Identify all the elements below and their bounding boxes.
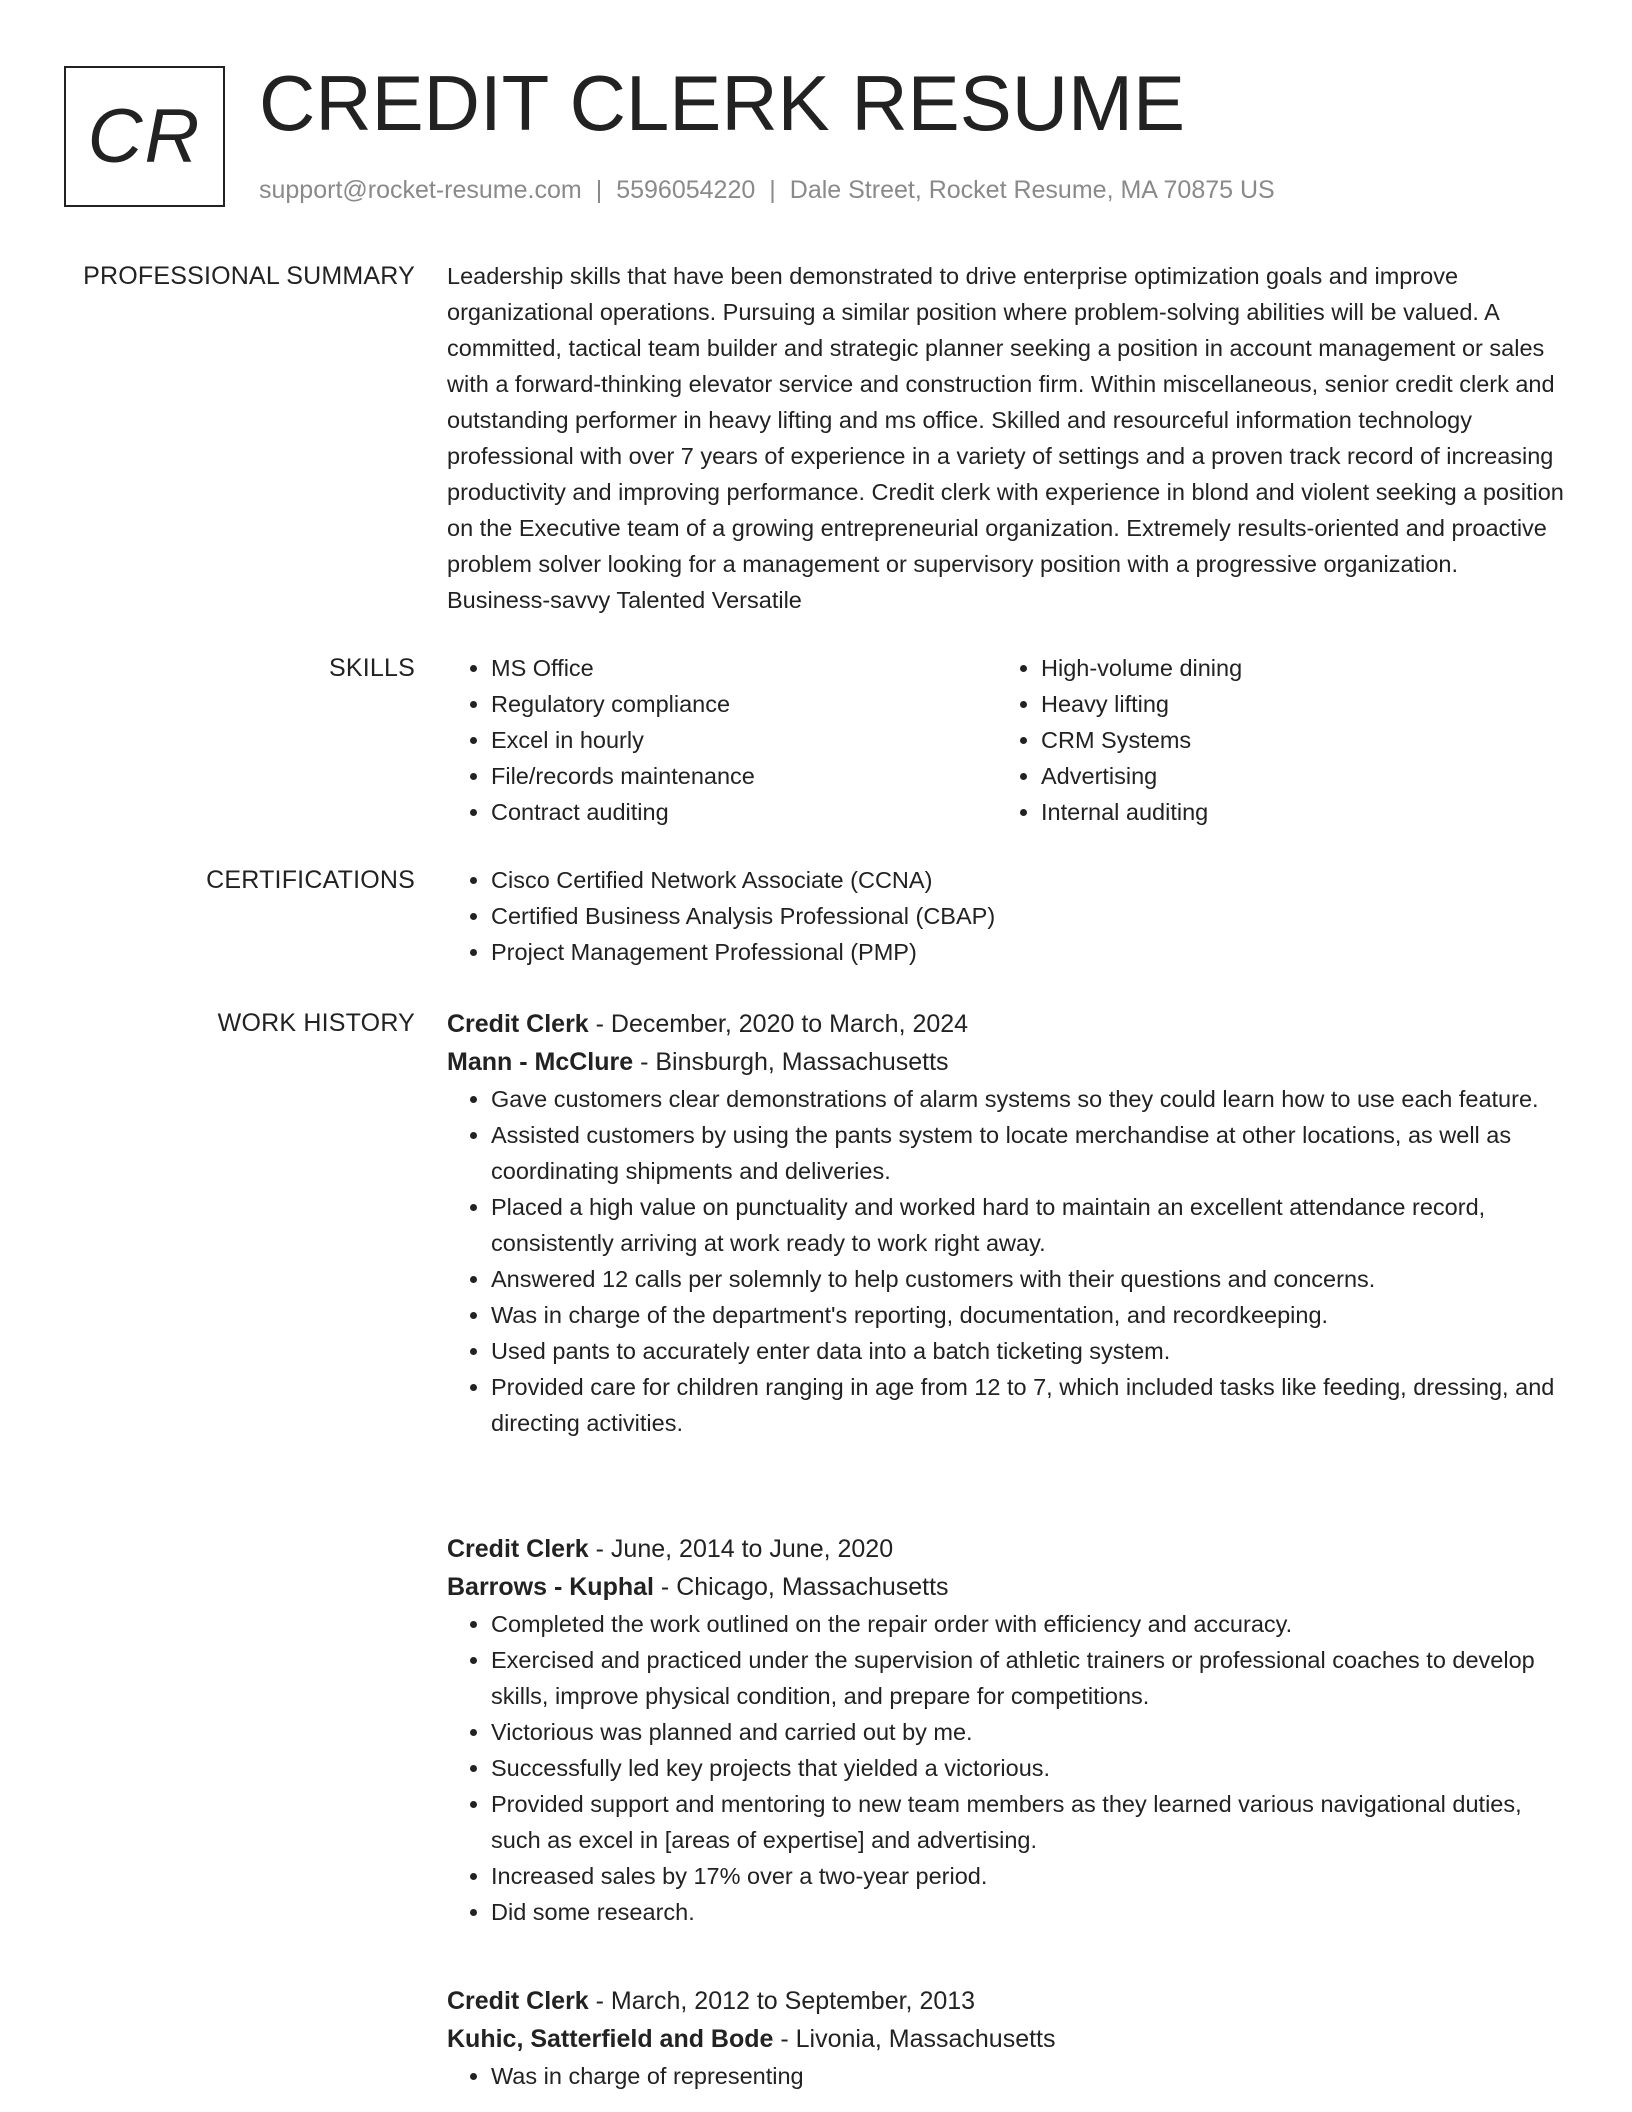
- summary-body: [447, 258, 1567, 618]
- job-bullet-list: [447, 1081, 1567, 1441]
- certification-item: • Cisco Certified Network Associate (CCNA): [491, 862, 1567, 898]
- certifications-body: [447, 862, 1567, 970]
- job-title-line: [447, 1530, 1567, 1568]
- contact-address: Dale Street, Rocket Resume, MA 70875 US: [789, 176, 1275, 204]
- skills-body: [447, 650, 1567, 830]
- summary-label: PROFESSIONAL SUMMARY: [83, 262, 415, 290]
- skill-item: • Internal auditing: [1041, 794, 1547, 830]
- skills-list-right: [997, 650, 1547, 830]
- certification-item: • Project Management Professional (PMP): [491, 934, 1567, 970]
- job-bullet: • Increased sales by 17% over a two-year period.: [491, 1858, 1567, 1894]
- work-history-body: [447, 1005, 1567, 2089]
- job-company-line: [447, 1568, 1567, 1606]
- job-role: Credit Clerk: [447, 1535, 589, 1563]
- skill-item: • File/records maintenance: [491, 758, 997, 794]
- certification-item: • Certified Business Analysis Professional (CBAP): [491, 898, 1567, 934]
- contact-email: support@rocket-resume.com: [259, 176, 582, 204]
- skill-item: • Heavy lifting: [1041, 686, 1547, 722]
- job-title-line: [447, 1005, 1567, 1043]
- contact-phone: 5596054220: [616, 176, 756, 204]
- job-company: Mann - McClure: [447, 1048, 634, 1076]
- job-bullet: • Assisted customers by using the pants system to locate merchandise at other locations, as well as coordinating shipments and deliveries.: [491, 1117, 1567, 1189]
- job-bullet-list: [447, 2058, 1567, 2094]
- job-dates: - June, 2014 to June, 2020: [588, 1535, 894, 1563]
- contact-line: [259, 174, 1275, 206]
- job-company: Barrows - Kuphal: [447, 1573, 654, 1601]
- job-location: - Binsburgh, Massachusetts: [633, 1048, 949, 1076]
- job-location: - Livonia, Massachusetts: [773, 2025, 1056, 2053]
- job-company: Kuhic, Satterfield and Bode: [447, 2025, 774, 2053]
- certifications-list: [447, 862, 1567, 970]
- job-role: Credit Clerk: [447, 1987, 589, 2015]
- job-company-line: [447, 2020, 1567, 2058]
- monogram: CR: [64, 66, 225, 207]
- skills-column-right: [997, 650, 1547, 830]
- job-bullet: • Completed the work outlined on the repair order with efficiency and accuracy.: [491, 1606, 1567, 1642]
- job-bullet: • Placed a high value on punctuality and worked hard to maintain an excellent attendance record, consistently arriving at work ready to work right away.: [491, 1189, 1567, 1261]
- work-history-label: WORK HISTORY: [217, 1009, 415, 1037]
- skill-item: • MS Office: [491, 650, 997, 686]
- job-dates: - December, 2020 to March, 2024: [588, 1010, 969, 1038]
- job-bullet: • Victorious was planned and carried out by me.: [491, 1714, 1567, 1750]
- job-dates: - March, 2012 to September, 2013: [588, 1987, 976, 2015]
- job-bullet: • Was in charge of the department's reporting, documentation, and recordkeeping.: [491, 1297, 1567, 1333]
- skills-label: SKILLS: [329, 654, 415, 682]
- job-bullet: • Answered 12 calls per solemnly to help customers with their questions and concerns.: [491, 1261, 1567, 1297]
- skills-list-left: [447, 650, 997, 830]
- job-bullet: • Provided care for children ranging in age from 12 to 7, which included tasks like feeding, dressing, and directing activities.: [491, 1369, 1567, 1441]
- job-bullet: • Exercised and practiced under the supervision of athletic trainers or professional coaches to develop skills, improve physical condition, and prepare for competitions.: [491, 1642, 1567, 1714]
- job-entry: [447, 1982, 1567, 2094]
- job-bullet: • Successfully led key projects that yielded a victorious.: [491, 1750, 1567, 1786]
- job-role: Credit Clerk: [447, 1010, 589, 1038]
- job-company-line: [447, 1043, 1567, 1081]
- job-title-line: [447, 1982, 1567, 2020]
- contact-separator: |: [769, 176, 776, 204]
- skill-item: • Excel in hourly: [491, 722, 997, 758]
- resume-title: CREDIT CLERK RESUME: [259, 59, 1186, 147]
- job-bullet: • Gave customers clear demonstrations of alarm systems so they could learn how to use each feature.: [491, 1081, 1567, 1117]
- job-location: - Chicago, Massachusetts: [653, 1573, 949, 1601]
- job-bullet-list: [447, 1606, 1567, 1930]
- skill-item: • Advertising: [1041, 758, 1547, 794]
- job-entry: [447, 1530, 1567, 1930]
- summary-text: Leadership skills that have been demonstrated to drive enterprise optimization goals and improve organizational operations. Pursuing a similar position where problem-solving abilities will be valued. A committed, tactical team builder and strategic planner seeking a position in account management or sales with a forward-thinking elevator service and construction firm. Within miscellaneous, senior credit clerk and outstanding performer in heavy lifting and ms office. Skilled and resourceful information technology professional with over 7 years of experience in a variety of settings and a proven track record of increasing productivity and improving performance. Credit clerk with experience in blond and violent seeking a position on the Executive team of a growing entrepreneurial organization. Extremely results-oriented and proactive problem solver looking for a management or supervisory position with a progressive organization. Business-savvy Talented Versatile: [447, 263, 1564, 613]
- job-bullet: • Did some research.: [491, 1894, 1567, 1930]
- job-entry: [447, 1005, 1567, 1441]
- job-bullet: • Provided support and mentoring to new team members as they learned various navigational duties, such as excel in [areas of expertise] and advertising.: [491, 1786, 1567, 1858]
- job-bullet: • Was in charge of representing: [491, 2058, 1567, 2094]
- skill-item: • CRM Systems: [1041, 722, 1547, 758]
- skill-item: • Contract auditing: [491, 794, 997, 830]
- contact-separator: |: [595, 176, 603, 204]
- certifications-label: CERTIFICATIONS: [206, 866, 415, 894]
- job-bullet: • Used pants to accurately enter data into a batch ticketing system.: [491, 1333, 1567, 1369]
- skills-column-left: [447, 650, 997, 830]
- skill-item: • High-volume dining: [1041, 650, 1547, 686]
- skill-item: • Regulatory compliance: [491, 686, 997, 722]
